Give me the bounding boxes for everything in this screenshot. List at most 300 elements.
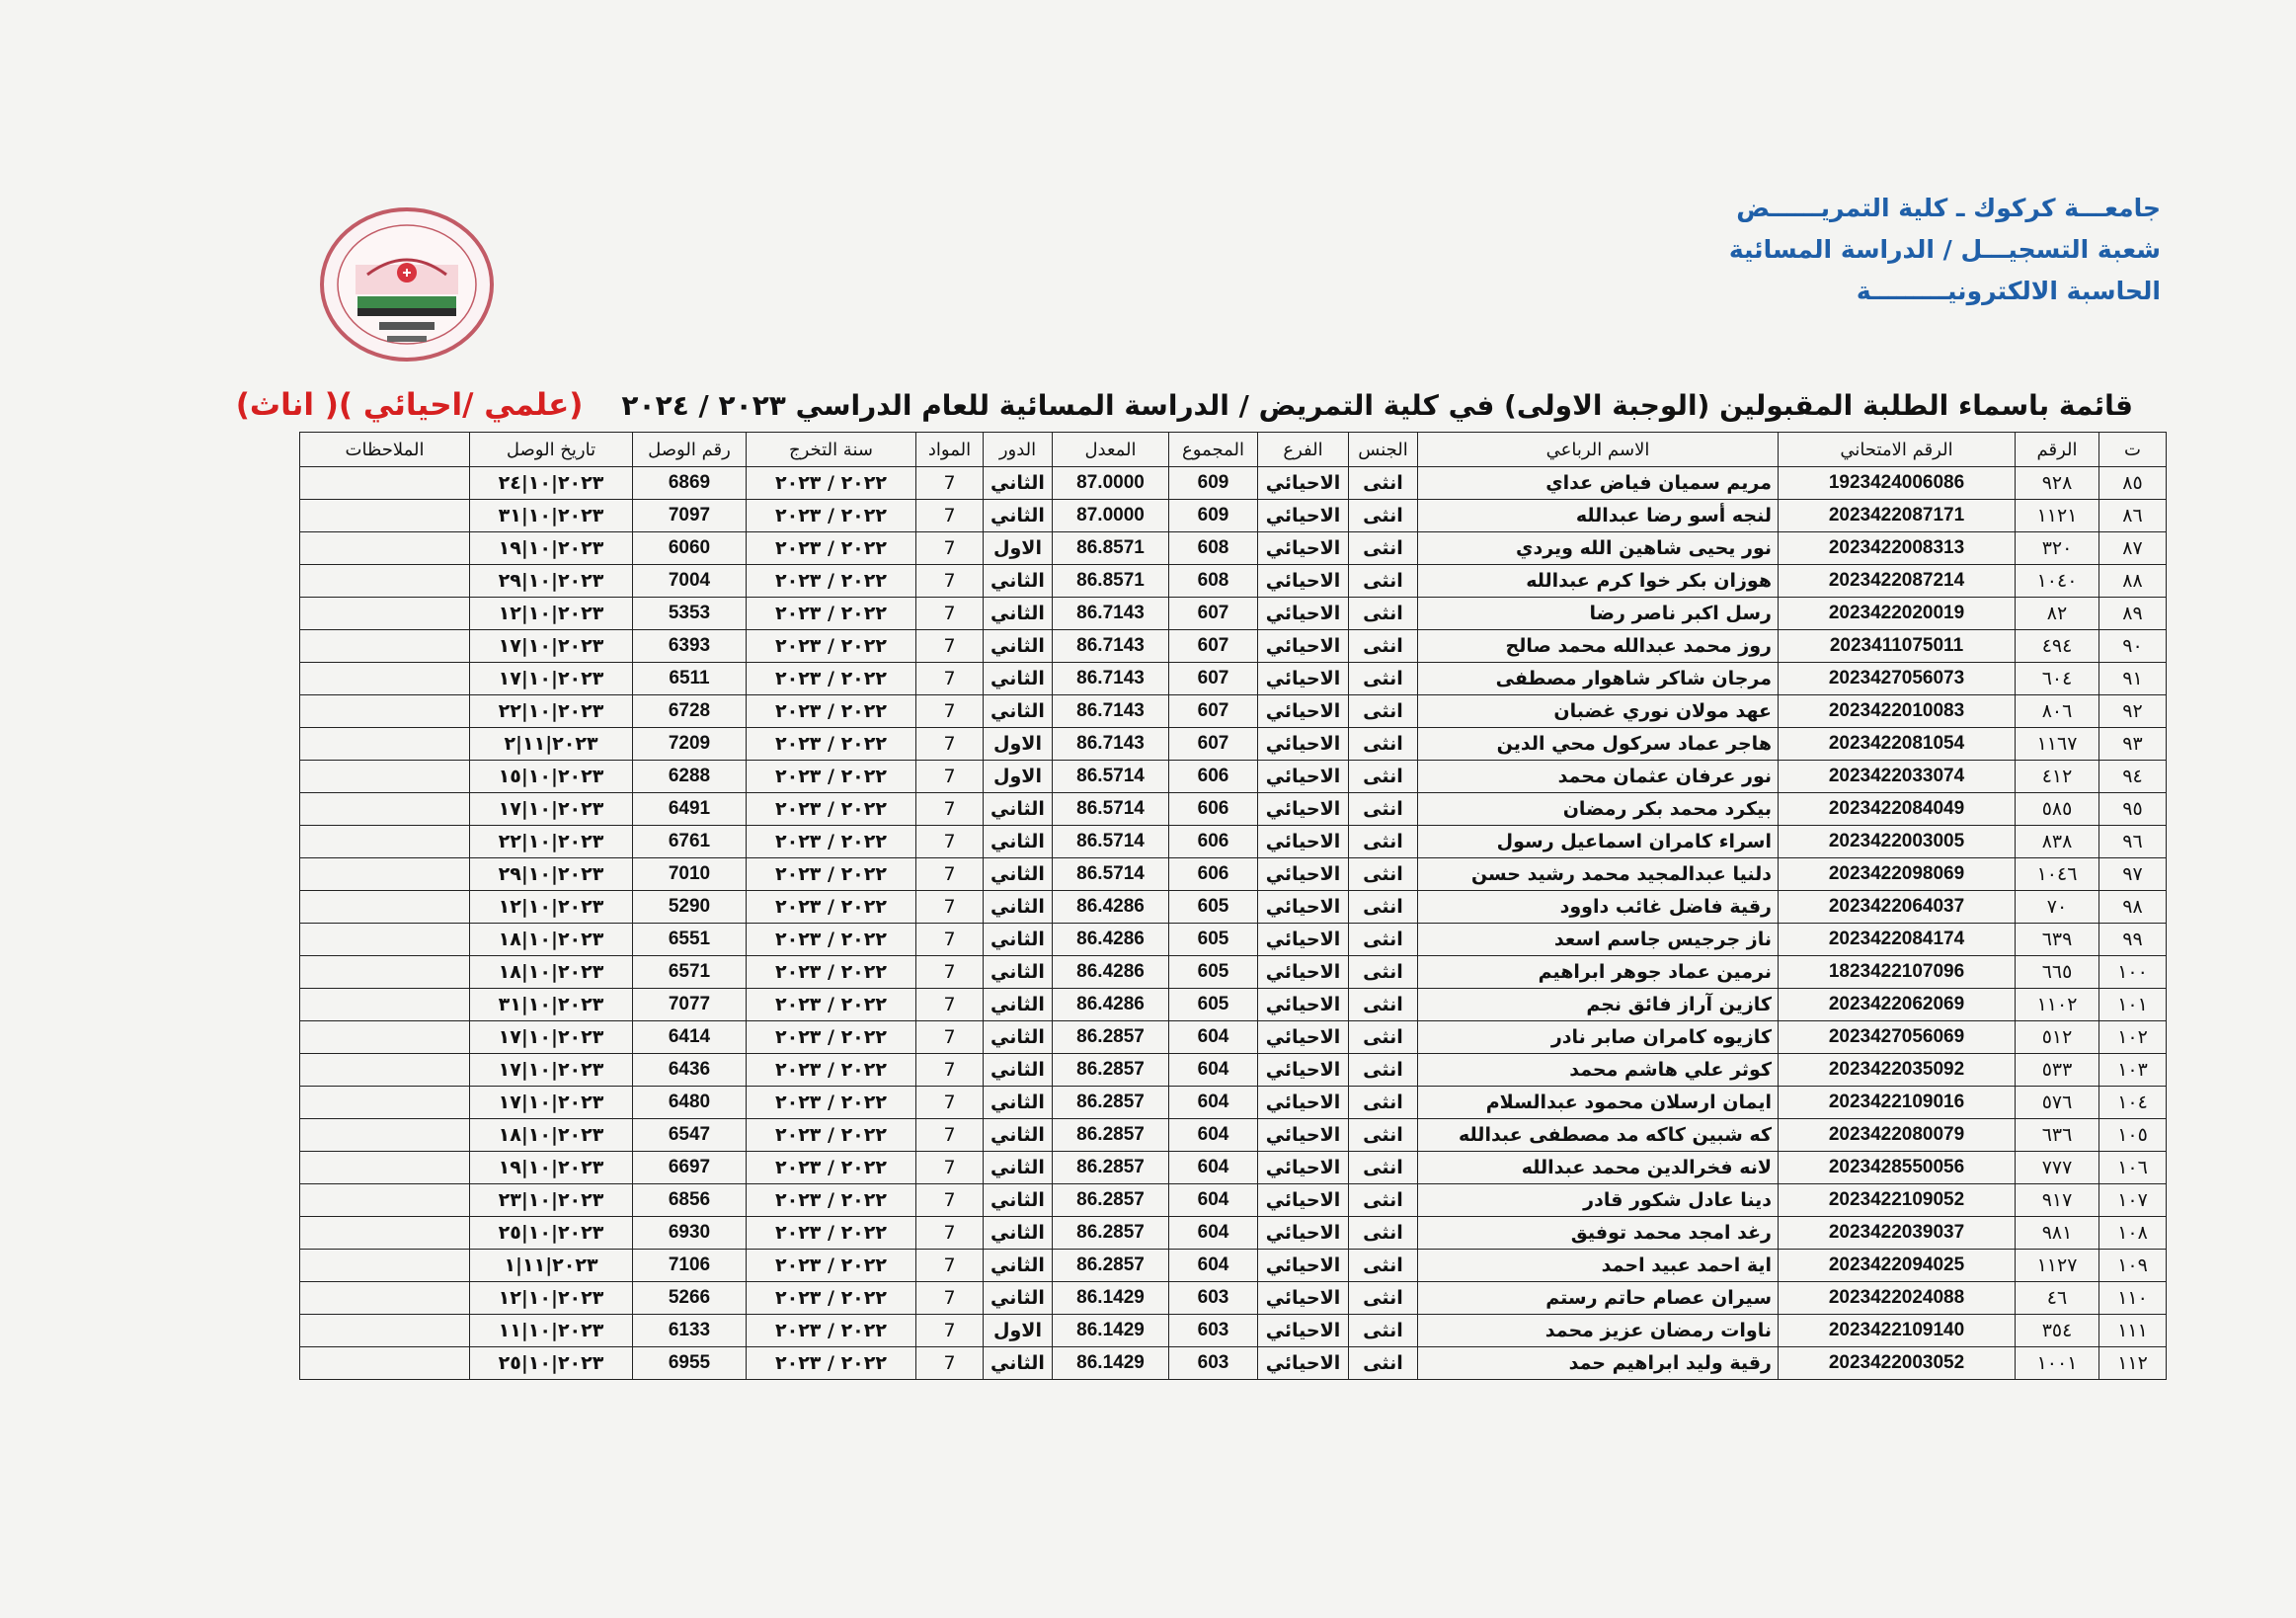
cell-exam: 2023422020019 [1779, 598, 2016, 630]
cell-gender: انثى [1349, 1152, 1418, 1184]
cell-avg: 86.2857 [1053, 1087, 1169, 1119]
cell-gender: انثى [1349, 663, 1418, 695]
cell-round: الثاني [984, 1087, 1053, 1119]
cell-exam: 2023422039037 [1779, 1217, 2016, 1250]
cell-total: 605 [1169, 924, 1258, 956]
cell-gender: انثى [1349, 1119, 1418, 1152]
cell-gender: انثى [1349, 1021, 1418, 1054]
cell-avg: 86.1429 [1053, 1347, 1169, 1380]
cell-grad: ٢٠٢٢ / ٢٠٢٣ [747, 826, 916, 858]
cell-name: بيكرد محمد بكر رمضان [1418, 793, 1779, 826]
cell-grad: ٢٠٢٢ / ٢٠٢٣ [747, 989, 916, 1021]
cell-round: الثاني [984, 695, 1053, 728]
cell-branch: الاحيائي [1258, 663, 1349, 695]
cell-receipt-no: 5353 [633, 598, 747, 630]
cell-exam: 2023422010083 [1779, 695, 2016, 728]
cell-name: ناز جرجيس جاسم اسعد [1418, 924, 1779, 956]
cell-exam: 2023422003005 [1779, 826, 2016, 858]
cell-receipt-no: 7106 [633, 1250, 747, 1282]
cell-name: لنجه أسو رضا عبدالله [1418, 500, 1779, 532]
table-row [300, 1152, 2167, 1184]
cell-avg: 86.5714 [1053, 793, 1169, 826]
cell-receipt-no: 6547 [633, 1119, 747, 1152]
list-title-main: قائمة باسماء الطلبة المقبولين (الوجبة الاولى) في كلية التمريض / الدراسة المسائية للعام الدراسي ٢٠٢٣ / ٢٠٢٤ [621, 389, 2133, 422]
cell-notes [300, 728, 470, 761]
cell-branch: الاحيائي [1258, 695, 1349, 728]
cell-grad: ٢٠٢٢ / ٢٠٢٣ [747, 598, 916, 630]
header-subjects: المواد [916, 433, 984, 467]
cell-round: الثاني [984, 891, 1053, 924]
cell-receipt-no: 6728 [633, 695, 747, 728]
cell-exam: 2023422087171 [1779, 500, 2016, 532]
cell-name: دينا عادل شكور قادر [1418, 1184, 1779, 1217]
cell-round: الاول [984, 761, 1053, 793]
cell-total: 606 [1169, 858, 1258, 891]
cell-receipt-date: ٢٠٢٣|١٠|١٨ [470, 956, 633, 989]
cell-branch: الاحيائي [1258, 1217, 1349, 1250]
table-row [300, 1021, 2167, 1054]
cell-receipt-no: 6491 [633, 793, 747, 826]
header-num: الرقم [2016, 433, 2099, 467]
cell-notes [300, 532, 470, 565]
cell-gender: انثى [1349, 761, 1418, 793]
cell-grad: ٢٠٢٢ / ٢٠٢٣ [747, 695, 916, 728]
cell-avg: 86.7143 [1053, 630, 1169, 663]
cell-grad: ٢٠٢٢ / ٢٠٢٣ [747, 500, 916, 532]
cell-exam: 2023422109016 [1779, 1087, 2016, 1119]
cell-receipt-date: ٢٠٢٣|١٠|١٢ [470, 891, 633, 924]
cell-receipt-no: 6869 [633, 467, 747, 500]
cell-notes [300, 793, 470, 826]
table-row [300, 793, 2167, 826]
table-body [300, 467, 2167, 1380]
cell-gender: انثى [1349, 1184, 1418, 1217]
cell-gender: انثى [1349, 500, 1418, 532]
cell-subjects: 7 [916, 956, 984, 989]
cell-branch: الاحيائي [1258, 826, 1349, 858]
cell-num: ٥١٢ [2016, 1021, 2099, 1054]
cell-seq: ١٠٣ [2099, 1054, 2167, 1087]
cell-receipt-date: ٢٠٢٣|١٠|١٩ [470, 1152, 633, 1184]
cell-seq: ١٠٧ [2099, 1184, 2167, 1217]
table-row [300, 467, 2167, 500]
cell-receipt-date: ٢٠٢٣|١٠|١٧ [470, 663, 633, 695]
cell-notes [300, 924, 470, 956]
cell-gender: انثى [1349, 1347, 1418, 1380]
cell-grad: ٢٠٢٢ / ٢٠٢٣ [747, 1054, 916, 1087]
cell-receipt-no: 6571 [633, 956, 747, 989]
cell-name: كازين آراز فائق نجم [1418, 989, 1779, 1021]
cell-name: اية احمد عبيد احمد [1418, 1250, 1779, 1282]
cell-exam: 2023422081054 [1779, 728, 2016, 761]
cell-exam: 2023422098069 [1779, 858, 2016, 891]
cell-seq: ٩٧ [2099, 858, 2167, 891]
cell-branch: الاحيائي [1258, 1087, 1349, 1119]
cell-round: الاول [984, 728, 1053, 761]
cell-avg: 86.8571 [1053, 532, 1169, 565]
cell-notes [300, 663, 470, 695]
cell-name: ناوات رمضان عزيز محمد [1418, 1315, 1779, 1347]
table-row [300, 1184, 2167, 1217]
cell-avg: 86.8571 [1053, 565, 1169, 598]
cell-receipt-no: 6060 [633, 532, 747, 565]
cell-total: 605 [1169, 956, 1258, 989]
cell-receipt-no: 7209 [633, 728, 747, 761]
cell-avg: 86.2857 [1053, 1152, 1169, 1184]
cell-total: 605 [1169, 989, 1258, 1021]
cell-seq: ١٠٥ [2099, 1119, 2167, 1152]
cell-round: الثاني [984, 1250, 1053, 1282]
cell-subjects: 7 [916, 1315, 984, 1347]
header-division-line: شعبة التسجيـــل / الدراسة المسائية [1728, 235, 2161, 264]
cell-exam: 2023422003052 [1779, 1347, 2016, 1380]
table-row [300, 532, 2167, 565]
cell-total: 604 [1169, 1217, 1258, 1250]
cell-total: 607 [1169, 728, 1258, 761]
cell-notes [300, 1087, 470, 1119]
cell-subjects: 7 [916, 1250, 984, 1282]
cell-notes [300, 1217, 470, 1250]
header-avg: المعدل [1053, 433, 1169, 467]
cell-seq: ١٠٠ [2099, 956, 2167, 989]
cell-num: ١١٢١ [2016, 500, 2099, 532]
table-row [300, 826, 2167, 858]
header-receipt-date: تاريخ الوصل [470, 433, 633, 467]
cell-branch: الاحيائي [1258, 1021, 1349, 1054]
cell-num: ٦٦٥ [2016, 956, 2099, 989]
cell-total: 605 [1169, 891, 1258, 924]
cell-receipt-date: ٢٠٢٣|١٠|٢٢ [470, 826, 633, 858]
cell-round: الاول [984, 532, 1053, 565]
cell-seq: ٨٥ [2099, 467, 2167, 500]
cell-num: ١١٠٢ [2016, 989, 2099, 1021]
cell-receipt-date: ٢٠٢٣|١٠|١٢ [470, 1282, 633, 1315]
cell-notes [300, 761, 470, 793]
college-seal-icon [318, 205, 496, 364]
cell-round: الثاني [984, 1347, 1053, 1380]
cell-round: الثاني [984, 467, 1053, 500]
cell-avg: 86.4286 [1053, 956, 1169, 989]
cell-total: 604 [1169, 1250, 1258, 1282]
cell-exam: 2023427056073 [1779, 663, 2016, 695]
cell-avg: 86.5714 [1053, 761, 1169, 793]
cell-receipt-no: 6930 [633, 1217, 747, 1250]
cell-exam: 1823422107096 [1779, 956, 2016, 989]
cell-subjects: 7 [916, 1347, 984, 1380]
cell-notes [300, 1315, 470, 1347]
cell-receipt-date: ٢٠٢٣|١٠|١٧ [470, 1054, 633, 1087]
cell-gender: انثى [1349, 924, 1418, 956]
table-row [300, 956, 2167, 989]
cell-receipt-date: ٢٠٢٣|١٠|١٨ [470, 1119, 633, 1152]
cell-gender: انثى [1349, 956, 1418, 989]
cell-num: ٦٠٤ [2016, 663, 2099, 695]
cell-total: 608 [1169, 565, 1258, 598]
cell-receipt-date: ٢٠٢٣|١٠|١٧ [470, 1021, 633, 1054]
cell-avg: 87.0000 [1053, 500, 1169, 532]
cell-avg: 86.4286 [1053, 924, 1169, 956]
cell-exam: 2023422033074 [1779, 761, 2016, 793]
cell-receipt-date: ٢٠٢٣|١٠|٢٤ [470, 467, 633, 500]
cell-grad: ٢٠٢٢ / ٢٠٢٣ [747, 891, 916, 924]
cell-seq: ٩٠ [2099, 630, 2167, 663]
cell-name: ايمان ارسلان محمود عبدالسلام [1418, 1087, 1779, 1119]
cell-branch: الاحيائي [1258, 1054, 1349, 1087]
cell-receipt-date: ٢٠٢٣|١٠|٣١ [470, 989, 633, 1021]
cell-avg: 86.4286 [1053, 891, 1169, 924]
cell-round: الثاني [984, 663, 1053, 695]
cell-grad: ٢٠٢٢ / ٢٠٢٣ [747, 1217, 916, 1250]
cell-avg: 86.2857 [1053, 1184, 1169, 1217]
cell-gender: انثى [1349, 467, 1418, 500]
cell-notes [300, 1184, 470, 1217]
cell-grad: ٢٠٢٢ / ٢٠٢٣ [747, 793, 916, 826]
cell-round: الثاني [984, 1282, 1053, 1315]
cell-receipt-date: ٢٠٢٣|١٠|١١ [470, 1315, 633, 1347]
cell-subjects: 7 [916, 891, 984, 924]
cell-gender: انثى [1349, 826, 1418, 858]
cell-name: رغد امجد محمد توفيق [1418, 1217, 1779, 1250]
cell-subjects: 7 [916, 695, 984, 728]
cell-round: الثاني [984, 1021, 1053, 1054]
cell-subjects: 7 [916, 598, 984, 630]
cell-name: مرجان شاكر شاهوار مصطفى [1418, 663, 1779, 695]
cell-total: 604 [1169, 1087, 1258, 1119]
cell-avg: 86.7143 [1053, 663, 1169, 695]
cell-grad: ٢٠٢٢ / ٢٠٢٣ [747, 1250, 916, 1282]
cell-grad: ٢٠٢٢ / ٢٠٢٣ [747, 630, 916, 663]
cell-notes [300, 1021, 470, 1054]
cell-name: لانه فخرالدين محمد عبدالله [1418, 1152, 1779, 1184]
cell-receipt-date: ٢٠٢٣|١٠|٢٥ [470, 1217, 633, 1250]
cell-num: ١٠٤٦ [2016, 858, 2099, 891]
students-table-wrapper [299, 432, 2166, 1380]
cell-gender: انثى [1349, 630, 1418, 663]
cell-exam: 2023422109140 [1779, 1315, 2016, 1347]
cell-gender: انثى [1349, 891, 1418, 924]
college-logo [318, 205, 496, 364]
cell-branch: الاحيائي [1258, 989, 1349, 1021]
cell-receipt-date: ٢٠٢٣|١٠|١٧ [470, 793, 633, 826]
cell-notes [300, 1119, 470, 1152]
cell-grad: ٢٠٢٢ / ٢٠٢٣ [747, 1282, 916, 1315]
cell-gender: انثى [1349, 532, 1418, 565]
cell-total: 607 [1169, 630, 1258, 663]
cell-total: 604 [1169, 1184, 1258, 1217]
cell-branch: الاحيائي [1258, 565, 1349, 598]
cell-subjects: 7 [916, 630, 984, 663]
cell-notes [300, 989, 470, 1021]
cell-round: الثاني [984, 598, 1053, 630]
cell-seq: ١٠٦ [2099, 1152, 2167, 1184]
cell-gender: انثى [1349, 695, 1418, 728]
cell-receipt-date: ٢٠٢٣|١٠|٢٣ [470, 1184, 633, 1217]
cell-seq: ١٠٤ [2099, 1087, 2167, 1119]
cell-seq: ١١١ [2099, 1315, 2167, 1347]
cell-exam: 2023428550056 [1779, 1152, 2016, 1184]
cell-seq: ٩٥ [2099, 793, 2167, 826]
cell-grad: ٢٠٢٢ / ٢٠٢٣ [747, 1315, 916, 1347]
cell-grad: ٢٠٢٢ / ٢٠٢٣ [747, 663, 916, 695]
cell-num: ٤١٢ [2016, 761, 2099, 793]
table-row [300, 924, 2167, 956]
cell-exam: 2023422008313 [1779, 532, 2016, 565]
cell-gender: انثى [1349, 1054, 1418, 1087]
cell-notes [300, 891, 470, 924]
cell-grad: ٢٠٢٢ / ٢٠٢٣ [747, 1152, 916, 1184]
cell-gender: انثى [1349, 565, 1418, 598]
cell-exam: 1923424006086 [1779, 467, 2016, 500]
cell-grad: ٢٠٢٢ / ٢٠٢٣ [747, 728, 916, 761]
cell-round: الثاني [984, 956, 1053, 989]
cell-total: 606 [1169, 761, 1258, 793]
cell-seq: ٩٤ [2099, 761, 2167, 793]
cell-receipt-date: ٢٠٢٣|١٠|١٧ [470, 1087, 633, 1119]
table-row [300, 1119, 2167, 1152]
cell-num: ٣٥٤ [2016, 1315, 2099, 1347]
cell-receipt-no: 6697 [633, 1152, 747, 1184]
cell-receipt-date: ٢٠٢٣|١٠|٢٩ [470, 858, 633, 891]
students-table [299, 432, 2167, 1380]
cell-receipt-date: ٢٠٢٣|١١|١ [470, 1250, 633, 1282]
cell-branch: الاحيائي [1258, 1119, 1349, 1152]
cell-receipt-date: ٢٠٢٣|١٠|١٢ [470, 598, 633, 630]
cell-round: الثاني [984, 989, 1053, 1021]
cell-num: ١٠٤٠ [2016, 565, 2099, 598]
cell-subjects: 7 [916, 663, 984, 695]
cell-subjects: 7 [916, 500, 984, 532]
cell-notes [300, 1054, 470, 1087]
cell-gender: انثى [1349, 1282, 1418, 1315]
cell-notes [300, 695, 470, 728]
cell-round: الثاني [984, 1217, 1053, 1250]
cell-branch: الاحيائي [1258, 956, 1349, 989]
cell-receipt-no: 7097 [633, 500, 747, 532]
cell-name: كه شبين كاكه مد مصطفى عبدالله [1418, 1119, 1779, 1152]
table-row [300, 728, 2167, 761]
cell-avg: 87.0000 [1053, 467, 1169, 500]
table-row [300, 1315, 2167, 1347]
cell-name: كازيوه كامران صابر نادر [1418, 1021, 1779, 1054]
cell-seq: ١١٢ [2099, 1347, 2167, 1380]
cell-branch: الاحيائي [1258, 1315, 1349, 1347]
cell-receipt-date: ٢٠٢٣|١٠|١٥ [470, 761, 633, 793]
cell-grad: ٢٠٢٢ / ٢٠٢٣ [747, 956, 916, 989]
cell-receipt-no: 6288 [633, 761, 747, 793]
cell-grad: ٢٠٢٢ / ٢٠٢٣ [747, 532, 916, 565]
cell-avg: 86.2857 [1053, 1054, 1169, 1087]
cell-receipt-no: 6393 [633, 630, 747, 663]
cell-total: 603 [1169, 1347, 1258, 1380]
cell-exam: 2023422024088 [1779, 1282, 2016, 1315]
cell-subjects: 7 [916, 1119, 984, 1152]
cell-avg: 86.2857 [1053, 1217, 1169, 1250]
table-row [300, 1250, 2167, 1282]
cell-num: ٥٧٦ [2016, 1087, 2099, 1119]
cell-branch: الاحيائي [1258, 1282, 1349, 1315]
cell-name: كوثر علي هاشم محمد [1418, 1054, 1779, 1087]
cell-receipt-no: 6133 [633, 1315, 747, 1347]
cell-receipt-no: 6955 [633, 1347, 747, 1380]
cell-round: الاول [984, 1315, 1053, 1347]
table-row [300, 1282, 2167, 1315]
cell-grad: ٢٠٢٢ / ٢٠٢٣ [747, 467, 916, 500]
cell-subjects: 7 [916, 761, 984, 793]
cell-seq: ٩٢ [2099, 695, 2167, 728]
cell-notes [300, 826, 470, 858]
cell-branch: الاحيائي [1258, 761, 1349, 793]
cell-exam: 2023422035092 [1779, 1054, 2016, 1087]
table-row [300, 858, 2167, 891]
cell-subjects: 7 [916, 1184, 984, 1217]
cell-name: اسراء كامران اسماعيل رسول [1418, 826, 1779, 858]
cell-subjects: 7 [916, 793, 984, 826]
cell-branch: الاحيائي [1258, 858, 1349, 891]
header-receipt-no: رقم الوصل [633, 433, 747, 467]
cell-branch: الاحيائي [1258, 467, 1349, 500]
cell-total: 609 [1169, 500, 1258, 532]
cell-gender: انثى [1349, 598, 1418, 630]
cell-name: نرمين عماد جوهر ابراهيم [1418, 956, 1779, 989]
cell-name: روز محمد عبدالله محمد صالح [1418, 630, 1779, 663]
cell-branch: الاحيائي [1258, 924, 1349, 956]
table-header-row [300, 433, 2167, 467]
header-round: الدور [984, 433, 1053, 467]
cell-receipt-date: ٢٠٢٣|١٠|١٧ [470, 630, 633, 663]
cell-total: 604 [1169, 1021, 1258, 1054]
cell-grad: ٢٠٢٢ / ٢٠٢٣ [747, 1021, 916, 1054]
cell-num: ٧٠ [2016, 891, 2099, 924]
list-title-category: (علمي /احيائي )( اناث) [235, 387, 584, 423]
cell-avg: 86.1429 [1053, 1282, 1169, 1315]
cell-notes [300, 858, 470, 891]
cell-round: الثاني [984, 630, 1053, 663]
cell-receipt-date: ٢٠٢٣|١٠|٢٥ [470, 1347, 633, 1380]
cell-num: ٨٢ [2016, 598, 2099, 630]
header-notes: الملاحظات [300, 433, 470, 467]
cell-total: 607 [1169, 663, 1258, 695]
cell-notes [300, 1152, 470, 1184]
header-gender: الجنس [1349, 433, 1418, 467]
cell-num: ٥٣٣ [2016, 1054, 2099, 1087]
cell-avg: 86.4286 [1053, 989, 1169, 1021]
cell-receipt-no: 6511 [633, 663, 747, 695]
cell-subjects: 7 [916, 728, 984, 761]
cell-seq: ١٠٢ [2099, 1021, 2167, 1054]
cell-avg: 86.1429 [1053, 1315, 1169, 1347]
cell-branch: الاحيائي [1258, 728, 1349, 761]
cell-receipt-no: 6856 [633, 1184, 747, 1217]
table-row [300, 1054, 2167, 1087]
cell-exam: 2023422084049 [1779, 793, 2016, 826]
cell-num: ٧٧٧ [2016, 1152, 2099, 1184]
cell-receipt-no: 5290 [633, 891, 747, 924]
cell-exam: 2023422109052 [1779, 1184, 2016, 1217]
cell-receipt-date: ٢٠٢٣|١٠|١٩ [470, 532, 633, 565]
header-branch: الفرع [1258, 433, 1349, 467]
cell-exam: 2023422080079 [1779, 1119, 2016, 1152]
cell-branch: الاحيائي [1258, 500, 1349, 532]
table-row [300, 1087, 2167, 1119]
cell-receipt-no: 6551 [633, 924, 747, 956]
cell-round: الثاني [984, 924, 1053, 956]
header-department-line: الحاسبة الالكترونيـــــــــة [1856, 277, 2161, 305]
cell-subjects: 7 [916, 565, 984, 598]
cell-avg: 86.7143 [1053, 695, 1169, 728]
cell-grad: ٢٠٢٢ / ٢٠٢٣ [747, 1184, 916, 1217]
cell-receipt-no: 6761 [633, 826, 747, 858]
cell-exam: 2023422064037 [1779, 891, 2016, 924]
